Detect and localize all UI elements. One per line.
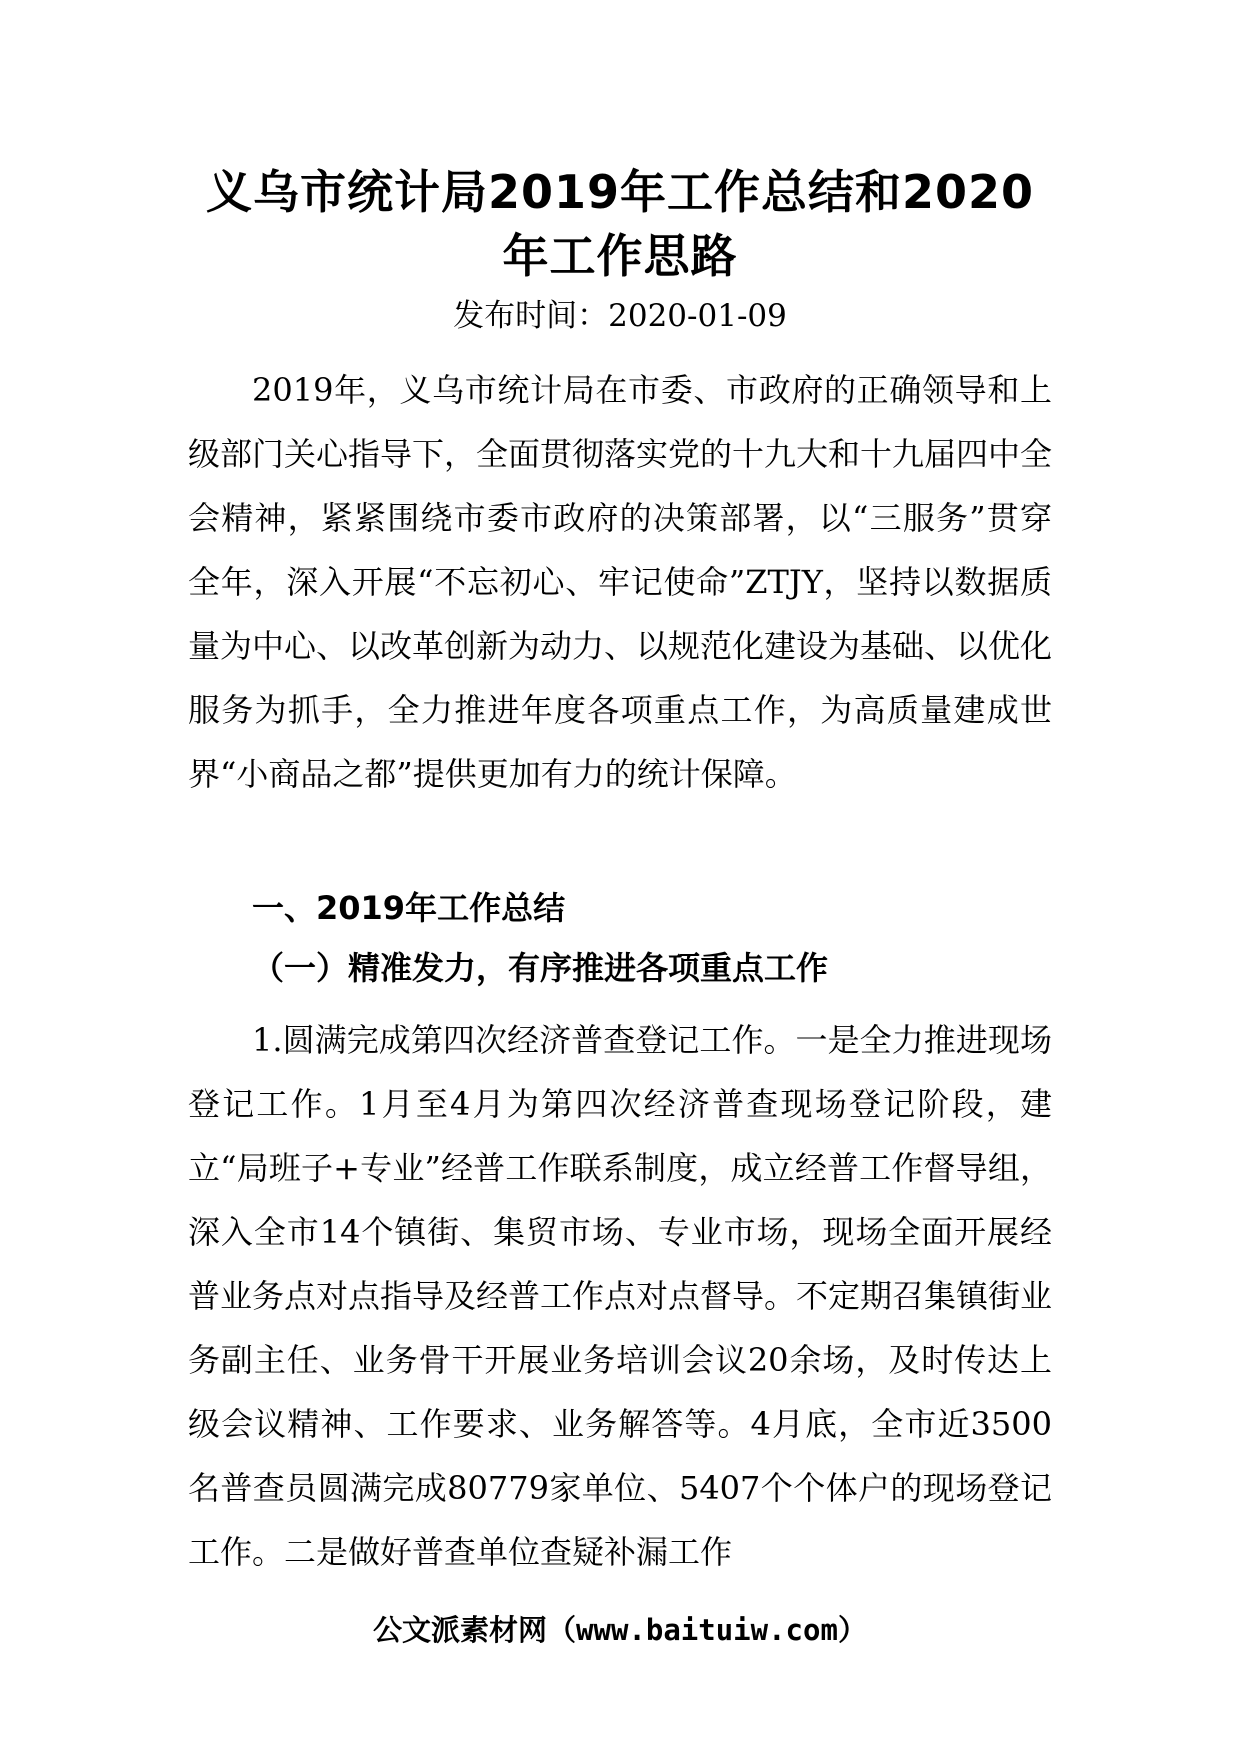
- subsection-heading: （一）精准发力，有序推进各项重点工作: [252, 949, 829, 987]
- intro-paragraph: 2019年，义乌市统计局在市委、市政府的正确领导和上级部门关心指导下，全面贯彻落实党的十九大和十九届四中全会精神，紧紧围绕市委市政府的决策部署，以“三服务”贯穿全年，深入开展“不忘初心、牢记使命”ZTJY，坚持以数据质量为中心、以改革创新为动力、以规范化建设为基础、以优化服务为抓手，全力推进年度各项重点工作，为高质量建成世界“小商品之都”提供更加有力的统计保障。: [188, 371, 1053, 793]
- footer-watermark: 公文派素材网（www.baituiw.com）: [373, 1613, 867, 1647]
- document-title: 义乌市统计局2019年工作总结和2020年工作思路: [205, 165, 1035, 283]
- item-paragraph: 1.圆满完成第四次经济普查登记工作。一是全力推进现场登记工作。1月至4月为第四次经济普查现场登记阶段，建立“局班子+专业”经普工作联系制度，成立经普工作督导组，深入全市14个镇街、集贸市场、专业市场，现场全面开展经普业务点对点指导及经普工作点对点督导。不定期召集镇街业务副主任、业务骨干开展业务培训会议20余场，及时传达上级会议精神、工作要求、业务解答等。4月底，全市近3500名普查员圆满完成80779家单位、5407个个体户的现场登记工作。二是做好普查单位查疑补漏工作: [188, 1021, 1053, 1571]
- section-heading: 一、2019年工作总结: [252, 889, 566, 927]
- publish-date: 发布时间：2020-01-09: [453, 298, 787, 334]
